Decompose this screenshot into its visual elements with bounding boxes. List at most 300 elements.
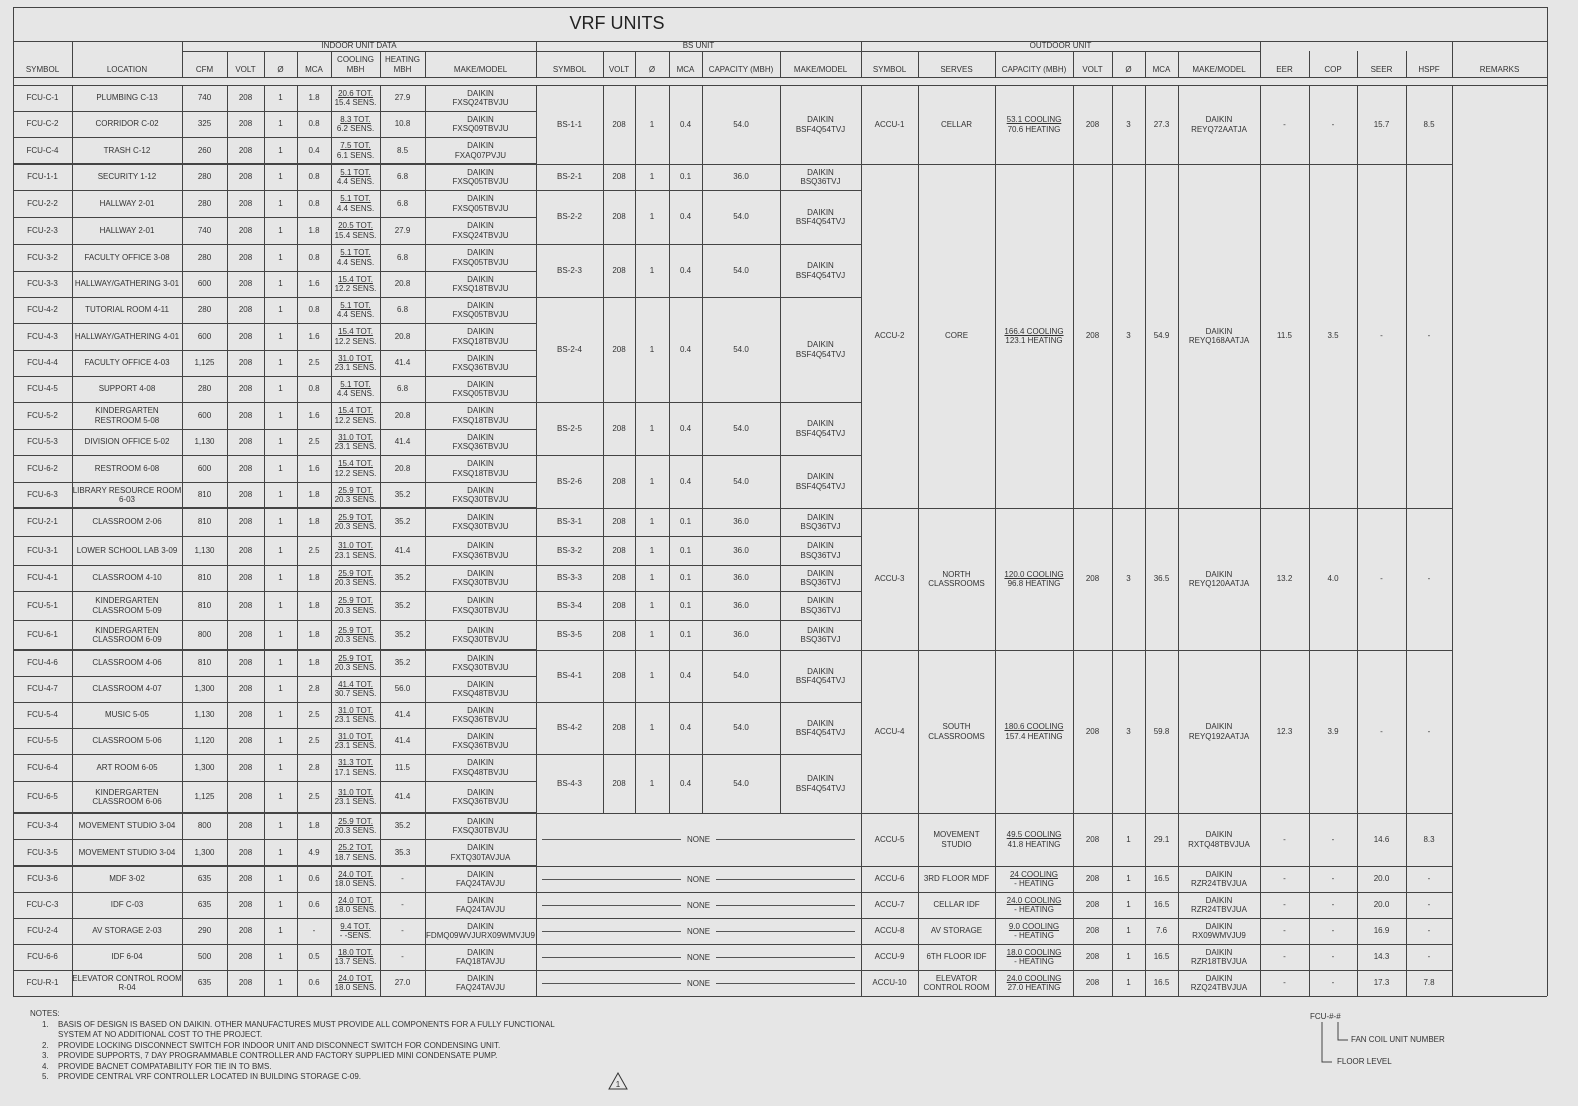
indoor-cfm-value: 1,300	[194, 762, 215, 772]
indoor-phase-value: 1	[278, 331, 283, 341]
indoor-volt-cell	[227, 676, 264, 702]
note-number: 4.	[42, 1061, 49, 1071]
outdoor-volt-value: 208	[1085, 952, 1100, 962]
indoor-volt-value: 208	[238, 93, 253, 103]
indoor-location-value: CLASSROOM 4-06	[92, 658, 162, 668]
indoor-heating-value: 56.0	[394, 684, 411, 694]
bs-capacity-cell	[702, 536, 780, 565]
indoor-make-model-cell	[425, 297, 536, 323]
indoor-location-value: DIVISION OFFICE 5-02	[84, 437, 170, 447]
grid-line	[1452, 41, 1453, 77]
bs-capacity-cell	[702, 754, 780, 813]
indoor-make-model-cell	[425, 190, 536, 217]
outdoor-serves-value: CELLAR	[940, 119, 973, 129]
indoor-make-value: DAIKIN	[467, 141, 494, 150]
indoor-location-value: CLASSROOM 4-07	[92, 684, 162, 694]
indoor-volt-cell	[227, 944, 264, 970]
grid-line	[1309, 85, 1310, 996]
cooling-sensible-value: 23.1 SENS.	[334, 797, 377, 806]
outdoor-model-value: RZQ24TBVJUA	[1190, 983, 1248, 992]
outdoor-seer-value: 17.3	[1373, 978, 1390, 988]
outdoor-phase-value: 3	[1126, 119, 1131, 129]
outdoor-cop-cell	[1309, 866, 1357, 892]
bs-make-model-cell	[780, 164, 861, 190]
cooling-total-value: 25.9 TOT.	[338, 596, 373, 605]
indoor-phase-cell	[264, 918, 297, 944]
outdoor-mca-cell	[1145, 944, 1178, 970]
bs-volt-cell	[603, 536, 635, 565]
bs-volt-cell	[603, 591, 635, 620]
bs-capacity-value: 54.0	[733, 119, 749, 129]
indoor-phase-cell	[264, 85, 297, 111]
grid-line	[264, 51, 265, 77]
indoor-phase-value: 1	[278, 952, 283, 962]
grid-line	[72, 41, 73, 77]
grid-line	[13, 137, 536, 138]
cooling-total-value: 31.0 TOT.	[338, 353, 373, 363]
indoor-symbol-cell	[13, 271, 72, 297]
outdoor-phase-value: 3	[1126, 574, 1131, 584]
outdoor-volt-cell	[1073, 164, 1112, 508]
indoor-location-cell	[72, 217, 182, 244]
bs-make-value: DAIKIN	[807, 472, 834, 481]
cooling-total-value: 5.1 TOT.	[340, 167, 371, 177]
indoor-mca-value: 2.5	[308, 792, 320, 802]
bs-make-model-cell	[780, 754, 861, 813]
indoor-make-model-cell	[425, 970, 536, 996]
outdoor-eer-value: -	[1283, 834, 1286, 844]
indoor-model-value: FAQ24TAVJU	[455, 879, 506, 888]
header-top-line	[13, 41, 1547, 42]
indoor-location-cell	[72, 482, 182, 508]
bs-mca-value: 0.1	[679, 517, 692, 527]
bs-none-label: NONE	[686, 952, 711, 962]
bs-make-model-cell	[780, 402, 861, 455]
indoor-make-model-cell	[425, 650, 536, 676]
cooling-sensible-value: - -SENS.	[339, 931, 372, 940]
indoor-heating-value: 11.5	[395, 762, 410, 772]
outdoor-hspf-value: -	[1427, 726, 1431, 736]
indoor-model-value: FXSQ30TBVJU	[452, 495, 509, 504]
indoor-phase-cell	[264, 244, 297, 271]
indoor-location-cell	[72, 137, 182, 164]
indoor-symbol-value: FCU-3-5	[27, 847, 58, 857]
outdoor-volt-cell	[1073, 866, 1112, 892]
bs-volt-value: 208	[612, 423, 626, 433]
indoor-model-value: FXSQ30TBVJU	[452, 635, 509, 644]
grid-line	[1073, 85, 1074, 996]
bs-model-value: BSQ36TVJ	[800, 550, 841, 560]
indoor-cfm-value: 740	[197, 225, 212, 235]
indoor-symbol-value: FCU-4-7	[27, 684, 58, 694]
outdoor-phase-value: 3	[1126, 331, 1131, 341]
indoor-symbol-cell	[13, 111, 72, 137]
cooling-total-value: 15.4 TOT.	[338, 274, 373, 284]
grid-line	[1073, 51, 1074, 77]
indoor-cfm-cell	[182, 728, 227, 754]
outdoor-serves-cell	[918, 970, 995, 996]
column-header-bs-volt: VOLT	[608, 65, 630, 74]
indoor-phase-cell	[264, 137, 297, 164]
grid-line	[425, 85, 426, 996]
indoor-symbol-value: FCU-3-6	[27, 874, 58, 884]
bs-volt-value: 208	[612, 671, 626, 681]
indoor-cfm-value: 810	[197, 517, 212, 527]
indoor-location-value: MUSIC 5-05	[104, 710, 149, 720]
bs-mca-cell	[669, 402, 702, 455]
indoor-symbol-value: FCU-5-5	[27, 736, 58, 746]
indoor-cooling-cell	[331, 866, 380, 892]
outdoor-make-value: DAIKIN	[1205, 326, 1233, 336]
bs-volt-cell	[603, 620, 635, 650]
bs-mca-cell	[669, 754, 702, 813]
grid-line	[380, 51, 381, 77]
grid-line	[536, 944, 861, 945]
column-header-hspf: HSPF	[1418, 65, 1440, 74]
indoor-model-value: FAQ24TAVJU	[455, 905, 506, 914]
indoor-make-model-cell	[425, 918, 536, 944]
indoor-location-value: KINDERGARTEN CLASSROOM 6-09	[92, 625, 162, 644]
indoor-make-value: DAIKIN	[467, 869, 494, 879]
bs-symbol-value: BS-2-5	[557, 423, 582, 433]
indoor-cfm-cell	[182, 164, 227, 190]
indoor-volt-value: 208	[238, 225, 253, 235]
bs-phase-cell	[635, 650, 669, 702]
cooling-sensible-value: 20.3 SENS.	[334, 663, 377, 672]
indoor-make-model-cell	[425, 482, 536, 508]
cooling-total-value: 5.1 TOT.	[340, 300, 371, 310]
outdoor-mca-cell	[1145, 813, 1178, 866]
outdoor-make-model-cell	[1178, 918, 1260, 944]
cooling-total-value: 5.1 TOT.	[340, 248, 371, 257]
indoor-symbol-cell	[13, 754, 72, 781]
grid-line	[13, 297, 536, 298]
indoor-heating-cell	[380, 244, 425, 271]
grid-line	[861, 813, 1452, 814]
grid-line	[1260, 85, 1261, 996]
indoor-cfm-cell	[182, 137, 227, 164]
indoor-phase-cell	[264, 271, 297, 297]
bs-symbol-value: BS-1-1	[557, 119, 582, 129]
grid-line	[995, 51, 996, 77]
bs-make-value: DAIKIN	[807, 541, 834, 550]
bs-symbol-cell	[536, 297, 603, 402]
column-header-heating: HEATING MBH	[385, 55, 420, 74]
indoor-make-model-cell	[425, 839, 536, 866]
indoor-mca-cell	[297, 350, 331, 376]
outdoor-phase-cell	[1112, 944, 1145, 970]
indoor-cooling-cell	[331, 111, 380, 137]
bs-capacity-cell	[702, 508, 780, 536]
bs-make-model-cell	[780, 455, 861, 508]
indoor-phase-value: 1	[278, 762, 283, 772]
bs-phase-value: 1	[649, 423, 655, 433]
outdoor-cooling-value: 166.4 COOLING	[1004, 326, 1064, 336]
grid-line	[702, 51, 703, 77]
indoor-make-value: DAIKIN	[467, 167, 494, 177]
vrf-schedule-sheet	[13, 7, 1547, 1005]
indoor-make-model-cell	[425, 217, 536, 244]
indoor-cooling-cell	[331, 754, 380, 781]
indoor-phase-cell	[264, 754, 297, 781]
cooling-sensible-value: 18.7 SENS.	[334, 852, 377, 862]
bs-mca-value: 0.1	[679, 545, 692, 555]
indoor-make-value: DAIKIN	[467, 895, 494, 905]
bs-volt-cell	[603, 455, 635, 508]
bs-capacity-cell	[702, 164, 780, 190]
outdoor-heating-value: 96.8 HEATING	[1007, 579, 1061, 588]
note-number: 3.	[42, 1051, 49, 1060]
outdoor-mca-cell	[1145, 918, 1178, 944]
note-text: PROVIDE LOCKING DISCONNECT SWITCH FOR INDOOR UNIT AND DISCONNECT SWITCH FOR CONDENSING UNIT.	[58, 1040, 501, 1050]
outdoor-eer-cell	[1260, 508, 1309, 650]
indoor-location-cell	[72, 944, 182, 970]
indoor-volt-value: 208	[238, 145, 253, 155]
cooling-total-value: 24.0 TOT.	[338, 895, 373, 905]
indoor-location-value: MDF 3-02	[109, 874, 145, 884]
grid-line	[13, 781, 536, 782]
indoor-cfm-value: 1,130	[194, 545, 215, 555]
indoor-symbol-cell	[13, 866, 72, 892]
grid-line	[536, 754, 861, 755]
indoor-make-value: DAIKIN	[467, 459, 494, 468]
indoor-cooling-cell	[331, 536, 380, 565]
outdoor-symbol-value: ACCU-2	[874, 331, 905, 341]
bs-volt-value: 208	[612, 476, 626, 486]
outdoor-volt-value: 208	[1085, 874, 1100, 884]
indoor-phase-value: 1	[278, 384, 283, 394]
bs-capacity-cell	[702, 297, 780, 402]
bs-model-value: BSQ36TVJ	[800, 635, 841, 644]
bs-symbol-cell	[536, 754, 603, 813]
outdoor-cop-value: -	[1331, 900, 1335, 910]
indoor-model-value: FXSQ48TBVJU	[452, 767, 509, 777]
outdoor-cop-cell	[1309, 918, 1357, 944]
indoor-heating-value: 35.2	[394, 600, 411, 610]
outdoor-hspf-cell	[1406, 164, 1452, 508]
indoor-phase-value: 1	[278, 145, 283, 155]
indoor-heating-cell	[380, 402, 425, 429]
outdoor-mca-cell	[1145, 650, 1178, 813]
indoor-cfm-cell	[182, 754, 227, 781]
bs-make-value: DAIKIN	[807, 115, 834, 124]
indoor-volt-cell	[227, 565, 264, 591]
group-separator-line	[13, 649, 536, 651]
sheet-border-right	[1547, 7, 1548, 996]
outdoor-heating-value: - HEATING	[1014, 931, 1054, 940]
indoor-mca-value: 2.5	[308, 736, 320, 746]
bs-make-value: DAIKIN	[807, 167, 834, 177]
indoor-model-value: FDMQ09WVJURX09WMVJU9	[426, 931, 535, 940]
indoor-mca-value: 1.8	[308, 658, 320, 668]
outdoor-hspf-value: 7.8	[1423, 978, 1435, 988]
note-text: PROVIDE BACNET COMPATABILITY FOR TIE IN TO BMS.	[58, 1061, 272, 1071]
indoor-phase-value: 1	[278, 305, 283, 315]
bs-mca-value: 0.4	[679, 476, 692, 486]
indoor-location-cell	[72, 350, 182, 376]
indoor-volt-cell	[227, 271, 264, 297]
indoor-phase-cell	[264, 536, 297, 565]
indoor-make-model-cell	[425, 702, 536, 728]
indoor-symbol-cell	[13, 536, 72, 565]
outdoor-phase-cell	[1112, 85, 1145, 164]
grid-line	[1112, 85, 1113, 996]
bs-phase-value: 1	[649, 476, 655, 486]
outdoor-eer-cell	[1260, 85, 1309, 164]
bs-volt-cell	[603, 85, 635, 164]
indoor-phase-cell	[264, 508, 297, 536]
indoor-make-value: DAIKIN	[467, 625, 494, 635]
indoor-volt-value: 208	[238, 252, 253, 262]
indoor-cfm-value: 325	[197, 119, 212, 129]
indoor-mca-value: 1.6	[308, 331, 320, 341]
outdoor-cooling-value: 24.0 COOLING	[1006, 895, 1062, 905]
bs-mca-value: 0.4	[679, 423, 692, 433]
indoor-make-value: DAIKIN	[467, 653, 494, 663]
outdoor-cop-cell	[1309, 892, 1357, 918]
indoor-heating-cell	[380, 813, 425, 839]
indoor-heating-value: 41.4	[394, 545, 411, 555]
indoor-mca-cell	[297, 429, 331, 455]
bs-symbol-value: BS-2-6	[557, 476, 582, 486]
cooling-sensible-value: 20.3 SENS.	[334, 495, 377, 504]
outdoor-hspf-cell	[1406, 866, 1452, 892]
indoor-phase-value: 1	[278, 517, 283, 527]
column-header-od-make: MAKE/MODEL	[1192, 65, 1246, 74]
outdoor-make-value: DAIKIN	[1205, 921, 1233, 931]
outdoor-heating-value: 70.6 HEATING	[1007, 124, 1061, 134]
indoor-phase-cell	[264, 839, 297, 866]
indoor-symbol-cell	[13, 455, 72, 482]
indoor-symbol-cell	[13, 650, 72, 676]
outdoor-volt-cell	[1073, 892, 1112, 918]
indoor-phase-cell	[264, 429, 297, 455]
cooling-sensible-value: 17.1 SENS.	[334, 767, 377, 777]
indoor-heating-value: 27.0	[394, 978, 411, 988]
cooling-total-value: 25.2 TOT.	[338, 843, 373, 852]
indoor-volt-value: 208	[238, 926, 253, 936]
bs-capacity-cell	[702, 190, 780, 244]
cooling-total-value: 25.9 TOT.	[338, 568, 373, 578]
bs-symbol-cell	[536, 702, 603, 754]
indoor-make-model-cell	[425, 111, 536, 137]
indoor-mca-value: 2.5	[308, 358, 320, 368]
indoor-symbol-cell	[13, 702, 72, 728]
bs-model-value: BSQ36TVJ	[800, 522, 841, 531]
bs-symbol-value: BS-3-5	[557, 630, 582, 640]
indoor-mca-cell	[297, 402, 331, 429]
indoor-cfm-cell	[182, 244, 227, 271]
bs-symbol-cell	[536, 591, 603, 620]
indoor-symbol-cell	[13, 892, 72, 918]
bs-symbol-value: BS-4-1	[557, 671, 582, 681]
outdoor-heating-value: - HEATING	[1014, 957, 1054, 966]
bs-capacity-value: 36.0	[733, 630, 749, 640]
outdoor-serves-value: 6TH FLOOR IDF	[926, 952, 987, 962]
indoor-heating-cell	[380, 781, 425, 813]
revision-delta-icon	[608, 1072, 628, 1090]
outdoor-make-model-cell	[1178, 85, 1260, 164]
outdoor-model-value: REYQ192AATJA	[1188, 731, 1250, 741]
note-number	[30, 1030, 58, 1041]
grid-line	[297, 51, 298, 77]
outdoor-symbol-value: ACCU-8	[874, 926, 905, 936]
grid-line	[1357, 85, 1358, 996]
grid-line	[13, 536, 536, 537]
indoor-make-value: DAIKIN	[467, 248, 494, 257]
indoor-symbol-cell	[13, 350, 72, 376]
indoor-symbol-cell	[13, 323, 72, 350]
indoor-heating-value: 27.9	[394, 93, 411, 103]
indoor-make-model-cell	[425, 402, 536, 429]
bs-volt-cell	[603, 565, 635, 591]
grid-line	[536, 996, 861, 997]
indoor-symbol-value: FCU-R-1	[26, 978, 59, 988]
outdoor-make-value: DAIKIN	[1205, 722, 1233, 731]
bs-volt-cell	[603, 754, 635, 813]
outdoor-symbol-value: ACCU-6	[874, 874, 905, 884]
indoor-make-value: DAIKIN	[467, 221, 494, 230]
bs-symbol-value: BS-3-2	[557, 545, 582, 555]
outdoor-seer-cell	[1357, 650, 1406, 813]
indoor-mca-cell	[297, 839, 331, 866]
grid-line	[861, 85, 862, 996]
indoor-location-cell	[72, 164, 182, 190]
indoor-symbol-value: FCU-4-1	[27, 573, 58, 583]
outdoor-serves-cell	[918, 813, 995, 866]
bs-volt-value: 208	[612, 600, 626, 610]
bs-make-value: DAIKIN	[807, 340, 834, 349]
grid-line	[536, 164, 861, 165]
outdoor-volt-value: 208	[1085, 331, 1100, 341]
grid-line	[227, 51, 228, 77]
indoor-heating-cell	[380, 892, 425, 918]
indoor-cfm-cell	[182, 508, 227, 536]
indoor-make-model-cell	[425, 565, 536, 591]
indoor-symbol-cell	[13, 217, 72, 244]
bs-volt-value: 208	[612, 573, 626, 583]
indoor-cfm-cell	[182, 866, 227, 892]
grid-line	[13, 702, 536, 703]
indoor-mca-cell	[297, 536, 331, 565]
bs-volt-value: 208	[612, 344, 626, 354]
indoor-cooling-cell	[331, 402, 380, 429]
outdoor-phase-cell	[1112, 918, 1145, 944]
outdoor-phase-cell	[1112, 866, 1145, 892]
grid-line	[13, 482, 536, 483]
indoor-location-value: KINDERGARTEN CLASSROOM 6-06	[92, 787, 162, 806]
indoor-cooling-cell	[331, 429, 380, 455]
indoor-volt-value: 208	[238, 658, 253, 668]
grid-line	[536, 591, 861, 592]
grid-line	[536, 244, 861, 245]
indoor-heating-cell	[380, 918, 425, 944]
indoor-volt-cell	[227, 85, 264, 111]
bs-volt-cell	[603, 190, 635, 244]
bs-none-label: NONE	[686, 978, 711, 988]
cooling-total-value: 31.3 TOT.	[338, 758, 373, 767]
outdoor-volt-cell	[1073, 85, 1112, 164]
grid-line	[861, 892, 1452, 893]
outdoor-cop-value: -	[1331, 978, 1335, 988]
indoor-heating-cell	[380, 137, 425, 164]
outdoor-symbol-cell	[861, 85, 918, 164]
indoor-phase-cell	[264, 323, 297, 350]
indoor-volt-cell	[227, 402, 264, 429]
bs-mca-cell	[669, 620, 702, 650]
indoor-volt-cell	[227, 217, 264, 244]
indoor-make-model-cell	[425, 323, 536, 350]
